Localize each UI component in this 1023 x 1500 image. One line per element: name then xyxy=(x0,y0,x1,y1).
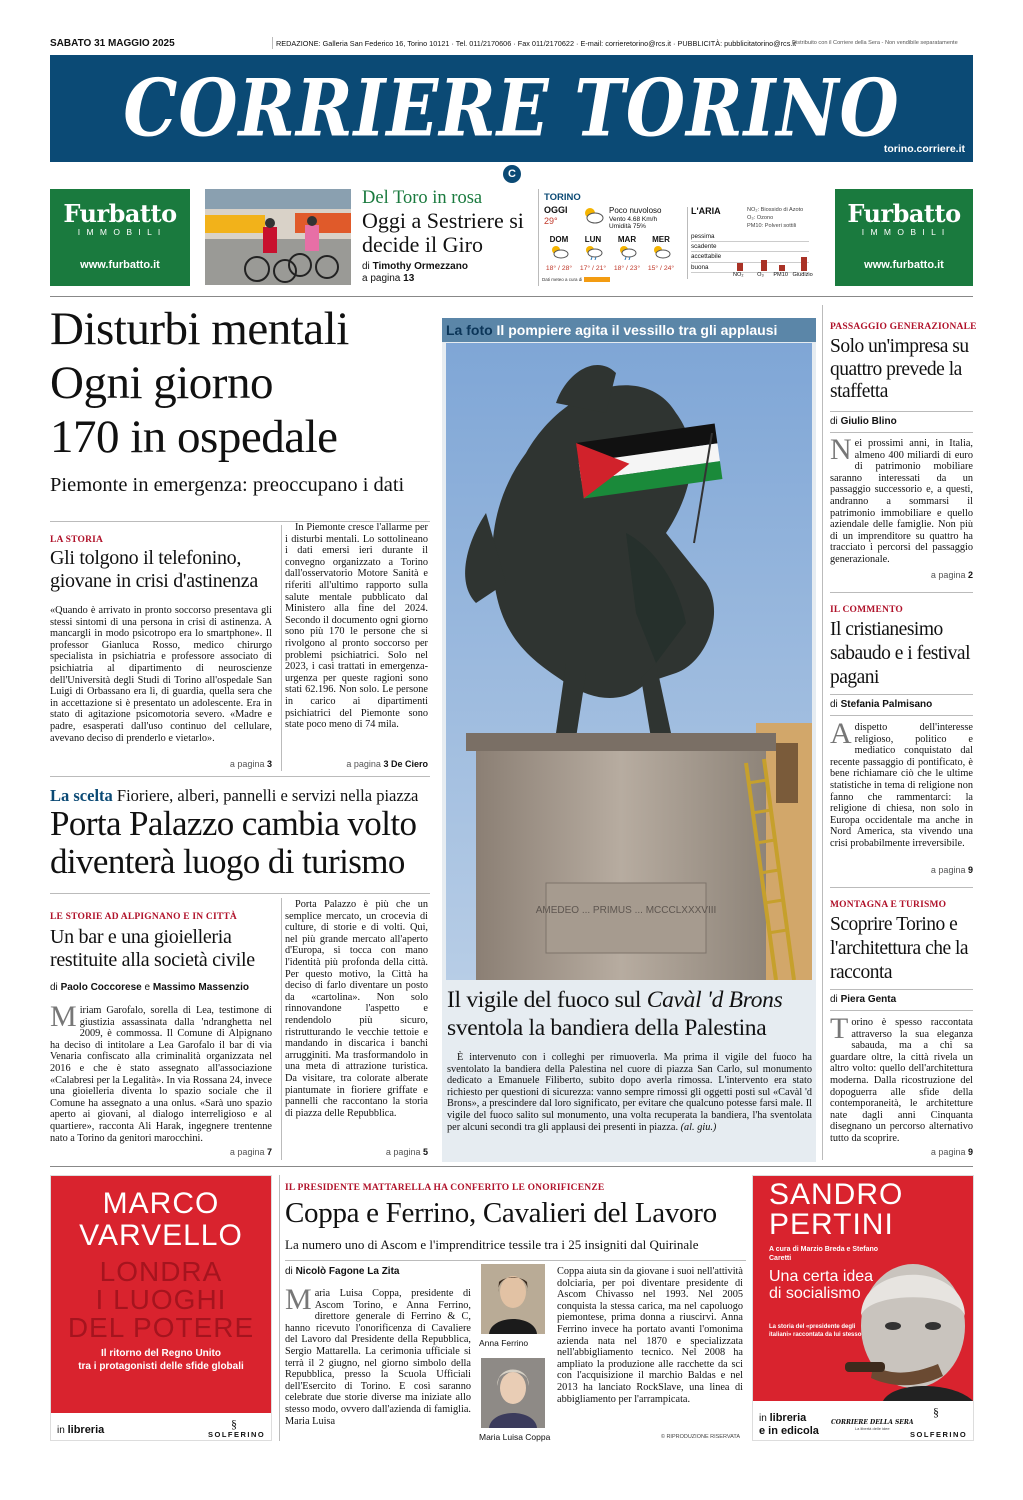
page-prefix: a pagina xyxy=(930,570,966,580)
book-in-libreria xyxy=(57,1424,104,1436)
photo-maria-luisa-coppa xyxy=(481,1358,545,1428)
masthead xyxy=(50,55,973,162)
top-date: SABATO 31 MAGGIO 2025 xyxy=(50,38,175,49)
author: De Ciero xyxy=(390,759,428,769)
solferino-logo-icon: § xyxy=(231,1417,237,1431)
page-prefix: a pagina xyxy=(229,759,265,769)
commento-page xyxy=(830,865,973,875)
lead-subtitle: Piemonte in emergenza: preoccupano i dati xyxy=(50,474,405,496)
axis-pm10: PM10 xyxy=(773,272,788,278)
book-title: Una certa idea di socialismo xyxy=(769,1268,874,1302)
montagna-text: Torino è spesso raccontata attraverso la sua eleganza sabauda, ma a chi sa guardare oltre, la città rivela un altro volto: quello dell'architettura moderna. Dalla ricostruzione del dopoguerra alle sfide della contemporaneità, le architetture nate dagli anni Cinquanta disegnano un percorso alternativo tutto da scoprire. xyxy=(830,1012,973,1144)
author: Stefania Palmisano xyxy=(840,699,933,710)
book-cover xyxy=(51,1176,271,1413)
rule xyxy=(830,887,973,888)
storia-page xyxy=(50,759,272,769)
ad-url: www.furbatto.it xyxy=(80,259,160,271)
book-sub-line: Il ritorno del Regno Unito xyxy=(101,1348,221,1359)
page-prefix: a pagina xyxy=(229,1147,265,1157)
weather-wind: Vento 4.68 Km/h xyxy=(609,216,658,223)
book-in-libreria xyxy=(759,1412,819,1438)
foto-signature: (al. giu.) xyxy=(680,1121,717,1133)
page-number: 9 xyxy=(967,865,973,875)
storia-text: «Quando è arrivato in pronto soccorso presentava gli stessi sintomi di una persona in crisi di astinenza. A mancargli in modo psicotropo era lo smartphone». Il professor Gianluca Rosso, medico chirurgo specialista in psichiatria e professore associato di psichiatria al dipartimento di neuroscienze dell'Università degli Studi di Torino all'ospedale San Luigi di Orbassano era lì, di guardia, quella sera che in accettazione si è presentato un adolescente. Era in stato di agitazione psicomotoria severo. «Madre e padre, esasperati dall'uso continuo del cellulare, avevano deciso di prenderlo e vietarlo». xyxy=(50,605,272,744)
palazzo-kicker-line xyxy=(50,786,418,806)
book-title-line: I LUOGHI xyxy=(95,1284,227,1315)
book-ad-pertini[interactable] xyxy=(752,1175,974,1441)
cavalieri-text1: Maria Luisa Coppa, presidente di Ascom Torino, e Anna Ferrino, direttore generale di Ferrino & C, hanno ricevuto l'onorificenza di Cavaliere del Lavoro dal Presidente della Repubblica, Sergio Mattarella. La cerimonia ufficiale si terrà il 2 giugno, nel giorno simbolo della Repubblica, presso la Scuola Ufficiali dell'Esercito di Torino. E così saranno celebrate due storie diverse ma iniziate allo stesso modo, ovvero dall'azienda di famiglia. Maria Luisa xyxy=(285,1283,471,1427)
passaggio-text: Nei prossimi anni, in Italia, almeno 400 miliardi di euro di patrimonio mobiliare saranno interessati da un passaggio successorio e, a questi, andranno a sommarsi il patrimonio immobiliare e quello aziendale delle famiglie. Non più di un imprenditore su quattro ha tracciato i percorsi del passaggio generazionale. xyxy=(830,433,973,565)
giro-photo xyxy=(205,189,351,285)
paper-name: CORRIERE DELLA SERA xyxy=(831,1419,914,1426)
foto-title-part: Il vigile del fuoco sul xyxy=(447,987,642,1013)
passaggio-page xyxy=(830,570,973,580)
paper-sub: La libertà delle idee xyxy=(854,1426,890,1431)
forecast-day xyxy=(645,235,677,272)
rain-icon xyxy=(577,244,609,265)
book-author-line: PERTINI xyxy=(769,1208,894,1241)
by-prefix: di xyxy=(830,416,838,427)
storia-kicker: LA STORIA xyxy=(50,535,104,545)
by-prefix: di xyxy=(830,699,838,710)
montagna-page xyxy=(830,1147,973,1157)
cavalieri-subtitle: La numero uno di Ascom e l'imprenditrice tessile tra i 25 insigniti dal Quirinale xyxy=(285,1237,699,1252)
book-author-line: MARCO xyxy=(102,1187,220,1220)
commento-kicker: IL COMMENTO xyxy=(830,605,904,615)
page-number: 2 xyxy=(967,570,973,580)
book-title xyxy=(51,1258,271,1342)
masthead-title: CORRIERE TORINO xyxy=(123,63,900,155)
author: Nicolò Fagone La Zita xyxy=(295,1266,400,1277)
cavalieri-rights: © RIPRODUZIONE RISERVATA xyxy=(660,1434,740,1440)
author: Giulio Blino xyxy=(840,416,897,427)
in-where: libreria xyxy=(67,1424,105,1436)
top-redazione: REDAZIONE: Galleria San Federico 16, Torino 10121 · Tel. 011/2170606 · Fax 011/2170622 · E-mail: corrieretorino@rcs.it · PUBBLICITÀ: pubblicitatorino@rcs.it xyxy=(276,39,797,48)
foto-title-italic: Cavàl 'd Brons xyxy=(646,987,783,1013)
rule xyxy=(830,411,973,412)
palazzo-kicker-rest: Fioriere, alberi, pannelli e servizi nella piazza xyxy=(116,786,419,805)
book-title-line: LONDRA xyxy=(99,1256,223,1287)
by-prefix: di xyxy=(362,261,370,272)
legend-pm10: PM10: Polveri sottili xyxy=(747,222,797,229)
level-accettabile: accettabile xyxy=(691,252,809,262)
page-number: 3 xyxy=(266,759,272,769)
foto-plaque: AMEDEO ... PRIMUS ... MCCCLXXXVIII xyxy=(535,905,717,916)
air-bar-giudizio xyxy=(801,257,807,271)
commento-title[interactable]: Il cristianesimo sabaudo e i festival pagani xyxy=(830,619,970,688)
lead-title-line: Ogni giorno xyxy=(50,357,273,409)
book-publisher: SOLFERINO xyxy=(208,1430,266,1439)
rule xyxy=(285,1260,746,1261)
page-prefix: a pagina xyxy=(346,759,381,769)
book-author-line: SANDRO xyxy=(769,1178,904,1211)
foto-title[interactable] xyxy=(447,986,812,1042)
ad-brand: Furbatto xyxy=(63,199,177,228)
day-temp: 18° / 28° xyxy=(545,265,573,272)
day-temp: 17° / 21° xyxy=(579,265,607,272)
col-divider xyxy=(822,305,823,1160)
ad-sub: I M M O B I L I xyxy=(861,227,947,237)
in-where: e in edicola xyxy=(759,1425,819,1437)
credit-logo xyxy=(584,277,610,282)
passaggio-kicker: PASSAGGIO GENERAZIONALE xyxy=(830,322,977,332)
rain-icon xyxy=(611,244,643,265)
weather-credit xyxy=(542,277,610,282)
photo-caption-coppa: Maria Luisa Coppa xyxy=(479,1432,551,1442)
page-number: 3 xyxy=(383,759,389,769)
weather-today-temp: 29° xyxy=(544,216,558,226)
page-prefix: a pagina xyxy=(385,1147,421,1157)
palazzo-title[interactable]: Porta Palazzo cambia volto diventerà luogo di turismo xyxy=(50,804,417,881)
rule xyxy=(830,1010,973,1011)
lead-headline[interactable] xyxy=(50,302,430,464)
giro-byline xyxy=(362,261,468,272)
masthead-badge-icon: C xyxy=(503,165,521,183)
masthead-site[interactable]: torino.corriere.it xyxy=(883,143,965,155)
page-prefix: a pagina xyxy=(930,1147,966,1157)
ad-url: www.furbatto.it xyxy=(864,259,944,271)
solferino-logo-icon: § xyxy=(933,1405,939,1419)
air-bar-o3 xyxy=(761,260,767,271)
ad-furbatto-right[interactable] xyxy=(835,189,973,286)
in-prefix: in xyxy=(57,1425,65,1436)
air-bar-no2 xyxy=(737,263,743,271)
weather-divider xyxy=(687,207,688,279)
top-divider xyxy=(272,37,273,49)
page-number: 5 xyxy=(422,1147,428,1157)
by-prefix: di xyxy=(830,994,838,1005)
book-author xyxy=(51,1188,271,1252)
ad-sub: I M M O B I L I xyxy=(77,227,163,237)
book-sub xyxy=(51,1347,271,1373)
day-name: MER xyxy=(652,235,670,244)
storia-title[interactable]: Gli tolgono il telefonino, giovane in crisi d'astinenza xyxy=(50,547,258,592)
cavalieri-title[interactable]: Coppa e Ferrino, Cavalieri del Lavoro xyxy=(285,1197,717,1229)
weather-humidity: Umidità 75% xyxy=(609,223,646,230)
rule xyxy=(830,715,973,716)
by-prefix: di xyxy=(50,982,58,993)
commento-byline xyxy=(830,699,932,710)
giro-page xyxy=(362,273,414,284)
author: Timothy Ormezzano xyxy=(372,261,468,272)
commento-text: Adispetto dell'interesse religioso, politico e mediatico conquistato dal recente passaggio di pontificato, è bene richiamare ciò che le ultime statistiche in tema di religione non fanno che rammentarci: la religione di chiesa, non solo in Europa occidentale ma anche in Nord America, sta vivendo una crisi probabilmente irreversibile. xyxy=(830,717,973,849)
day-temp: 18° / 23° xyxy=(613,265,641,272)
book-sub-line: tra i protagonisti delle sfide globali xyxy=(78,1361,244,1372)
by-prefix: di xyxy=(285,1266,293,1277)
page-number: 7 xyxy=(266,1147,272,1157)
author: Piera Genta xyxy=(840,994,897,1005)
col-divider xyxy=(279,1175,280,1441)
book-author-line: VARVELLO xyxy=(79,1219,243,1252)
level-scadente: scadente xyxy=(691,242,809,252)
air-bar-pm10 xyxy=(779,265,785,271)
rule xyxy=(830,989,973,990)
giro-kicker: Del Toro in rosa xyxy=(362,188,483,208)
passaggio-byline xyxy=(830,416,897,427)
montagna-title[interactable]: Scoprire Torino e l'architettura che la racconta xyxy=(830,914,969,983)
cloud-sun-icon xyxy=(645,244,677,265)
palazzo-text: Porta Palazzo è più che un semplice mercato, un crocevia di culture, di storie e di volti. Qui, nel più grande mercato all'aperto d'Europa, si tocca con mano l'identità più profonda della città. Per questo motivo, la Città ha deciso di farlo diventare un posto da «cartolina». Non solo rinnovandone l'aspetto e rendendolo più sicuro, ristrutturando le vecchie tettoie e mandando in discarica i banchi arrugginiti. Ma trasformandolo in una meta di attrazione turistica. Da visitare, tra colorate alberate piantumate in fioriere griffate e pannelli che raccontano la storia di piazza delle Repubblica. xyxy=(285,899,428,1119)
weather-city: TORINO xyxy=(544,192,581,203)
foto-caption-head: Il pompiere agita il vessillo tra gli applausi xyxy=(496,322,778,338)
bar-byline xyxy=(50,982,249,993)
bar-text: Miriam Garofalo, sorella di Lea, testimone di giustizia assassinata dalla 'ndranghetta nel 2009, è commossa. Il Comune di Alpignano ha deciso di intitolare a Lea Garofalo il bar di via Venaria confiscato alla criminalità organizzata nel 2016 e che è stato assegnato all'associazione «Calabresi per la Legalità». In via Rossana 24, invece una gioielleria diventa lo spazio sociale che il Comune ha assegnato a una onlus. «Sarà uno spazio aperto ai giovani, al dialogo interreligioso e al quartiere», racconta Ali Harak, ingegnere trentenne nato a Torino da genitori marocchini. xyxy=(50,1000,272,1144)
bar-kicker: LE STORIE AD ALPIGNANO E IN CITTÀ xyxy=(50,912,237,922)
rule xyxy=(50,776,430,777)
page-prefix: a pagina xyxy=(930,865,966,875)
air-axis xyxy=(733,272,813,278)
air-levels xyxy=(691,232,809,273)
bar-title[interactable]: Un bar e una gioielleria restituite alla società civile xyxy=(50,926,255,971)
col-divider xyxy=(281,898,282,1160)
foto-title-part: sventola la bandiera della Palestina xyxy=(447,1015,767,1041)
book-cover xyxy=(753,1176,973,1401)
foto-label: La foto xyxy=(446,322,493,338)
book-author xyxy=(769,1180,903,1240)
book-ad-varvello[interactable] xyxy=(50,1175,272,1441)
legend-o3: O₃: Ozono xyxy=(747,214,774,221)
giro-title[interactable]: Oggi a Sestriere si decide il Giro xyxy=(362,208,524,257)
forecast-day xyxy=(611,235,643,272)
lead-title-line: 170 in ospedale xyxy=(50,411,338,463)
book-curators: A cura di Marzio Breda e Stefano Caretti xyxy=(769,1246,879,1262)
lead-title-line: Disturbi mentali xyxy=(50,303,349,355)
weather-today-label: OGGI xyxy=(544,205,568,215)
bar-page xyxy=(50,1147,272,1157)
section-rule xyxy=(50,1166,973,1167)
in-where: libreria xyxy=(769,1412,807,1424)
foto-text xyxy=(447,1052,812,1133)
forecast-day xyxy=(577,235,609,272)
rule xyxy=(50,893,430,894)
level-buona: buona xyxy=(691,263,809,273)
air-title: L'ARIA xyxy=(691,206,721,216)
weather-widget xyxy=(538,189,820,286)
page-prefix: a pagina xyxy=(362,273,401,284)
legend-no2: NO₂: Biossido di Azoto xyxy=(747,207,804,213)
cavalieri-byline xyxy=(285,1266,399,1277)
credit-text: Dati meteo a cura di xyxy=(542,277,583,282)
passaggio-title[interactable]: Solo un'impresa su quattro prevede la staffetta xyxy=(830,336,969,402)
author: Paolo Coccorese xyxy=(60,982,142,993)
foto-label-line xyxy=(446,322,777,338)
author: Massimo Massenzio xyxy=(152,982,250,993)
forecast-day xyxy=(543,235,575,272)
cloud-sun-icon xyxy=(543,244,575,265)
day-name: LUN xyxy=(584,235,602,244)
day-temp: 15° / 24° xyxy=(647,265,675,272)
in-prefix: in xyxy=(759,1413,767,1424)
air-legend xyxy=(747,207,803,230)
photo-caption-ferrino: Anna Ferrino xyxy=(479,1338,529,1348)
col-divider xyxy=(281,525,282,771)
and: e xyxy=(144,982,151,993)
foto-image xyxy=(446,343,812,980)
axis-o3: O₃ xyxy=(757,272,764,278)
top-distribuito: Distribuito con il Corriere della Sera - Non vendibile separatamente xyxy=(792,40,958,46)
photo-anna-ferrino xyxy=(481,1264,545,1334)
header-rule xyxy=(50,296,973,297)
book-desc: La storia del «presidente degli italiani» raccontata da lui stesso xyxy=(769,1324,862,1338)
day-name: MAR xyxy=(617,235,637,244)
axis-giudizio: Giudizio xyxy=(792,272,813,278)
corriere-logo xyxy=(831,1419,914,1431)
ad-brand: Furbatto xyxy=(847,199,961,228)
partly-cloudy-icon xyxy=(581,205,605,230)
day-name: DOM xyxy=(549,235,569,244)
rule xyxy=(830,592,973,593)
palazzo-page xyxy=(285,1147,428,1157)
level-pessima: pessima xyxy=(691,232,809,242)
palazzo-kicker: La scelta xyxy=(50,786,113,805)
montagna-kicker: MONTAGNA E TURISMO xyxy=(830,900,947,910)
book-title-line: DEL POTERE xyxy=(67,1312,255,1343)
page-number: 13 xyxy=(403,273,415,284)
lead-body-text: In Piemonte cresce l'allarme per i disturbi mentali. Lo sottolineano i dati emersi ieri durante il convegno organizzato a Torino dall'osservatorio Motore Sanità e riferiti all'ultimo rapporto sulla salute mentale pubblicato dal Ministero alla fine del 2024. Secondo il documento ogni giorno sono più 170 le persone che si rivolgono al pronto soccorso per problemi psichiatrici. Solo nel 2023, i casi trattati in emergenza-urgenza per queste ragioni sono stati 62.196. Non solo. Le persone in carico ai dipartimenti psichiatrici del Piemonte sono state poco meno di 74 mila. xyxy=(285,522,428,731)
axis-no2: NO₂ xyxy=(733,272,744,278)
page-number: 9 xyxy=(967,1147,973,1157)
book-publisher: SOLFERINO xyxy=(910,1430,968,1439)
lead-body-page xyxy=(285,759,428,769)
montagna-byline xyxy=(830,994,896,1005)
cavalieri-kicker: IL PRESIDENTE MATTARELLA HA CONFERITO LE ONORIFICENZE xyxy=(285,1183,605,1193)
rule xyxy=(830,694,973,695)
cavalieri-text2: Coppa aiuta sin da giovane i suoi nell'attività dolciaria, per poi diventare presidente di Ascom Chivasso nel 1993. Nel 2005 conquista la stessa carica, ma nel capoluogo piemontese, prima donna a riuscirvi. Anna Ferrino invece ha portato avanti l'omonima azienda nata nel 1870 e specializzata nell'abbigliamento tecnico. Nel 2008 ha ampliato la produzione alle racchette da sci con l'acquisizione il marchio Baldas e nel 2013 ha lanciato RockSlave, una linea di abbigliamento per l'arrampicata. xyxy=(557,1266,743,1405)
ad-furbatto-left[interactable] xyxy=(50,189,190,286)
foto-text-body: È intervenuto con i colleghi per rimuoverla. Ma prima il vigile del fuoco ha sventolato la bandiera della Palestina nel cuore di piazza San Carlo, sul monumento dedicato a Emanuele Filiberto, subito dopo averla rimossa. L'intervento era stato richiesto per questioni di sicurezza: vanno sempre rimossi gli oggetti posti sul «Cavàl 'd Brons», a prescindere dal loro significato, per evitare che qualcuno potesse farsi male. Il vigile del fuoco salito sul monumento, una volta recuperata la bandiera, l'ha sventolata per alcuni secondi tra gli applausi dei presenti in piazza. xyxy=(447,1052,812,1133)
weather-desc: Poco nuvoloso xyxy=(609,206,662,215)
